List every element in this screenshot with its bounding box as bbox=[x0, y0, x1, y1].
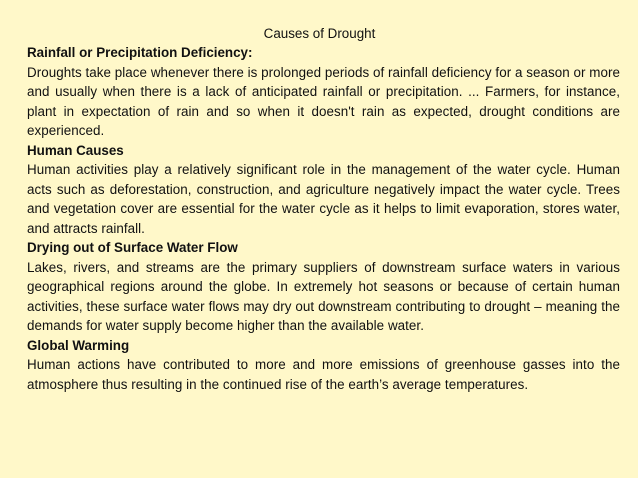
section-rainfall bbox=[27, 43, 620, 141]
section-surface-water bbox=[27, 238, 620, 336]
section-body: Human activities play a relatively significant role in the management of the water cycle. Human acts such as deforestation, construction, and agriculture negatively impact the water cycle. Trees and vegetation cover are essential for the water cycle as it helps to limit evaporation, stores water, and attracts rainfall. bbox=[27, 162, 620, 236]
section-heading: Drying out of Surface Water Flow bbox=[27, 240, 238, 255]
section-heading: Rainfall or Precipitation Deficiency: bbox=[27, 45, 253, 60]
section-body: Droughts take place whenever there is prolonged periods of rainfall deficiency for a season or more and usually when there is a lack of anticipated rainfall or precipitation. ... Farmers, for instance, plant in expectation of rain and so when it doesn't rain as expected, drought conditions are experienced. bbox=[27, 64, 620, 138]
section-human-causes bbox=[27, 141, 620, 239]
section-body: Lakes, rivers, and streams are the primary suppliers of downstream surface waters in various geographical regions around the globe. In extremely hot seasons or because of certain human activities, these surface water flows may dry out downstream contributing to drought – meaning the demands for water supply become higher than the available water. bbox=[27, 259, 620, 333]
section-body: Human actions have contributed to more and more emissions of greenhouse gasses into the atmosphere thus resulting in the continued rise of the earth’s average temperatures. bbox=[27, 357, 620, 392]
slide-title: Causes of Drought bbox=[263, 26, 376, 41]
section-heading: Human Causes bbox=[27, 142, 124, 158]
section-heading: Global Warming bbox=[27, 337, 130, 353]
section-global-warming bbox=[27, 336, 620, 395]
